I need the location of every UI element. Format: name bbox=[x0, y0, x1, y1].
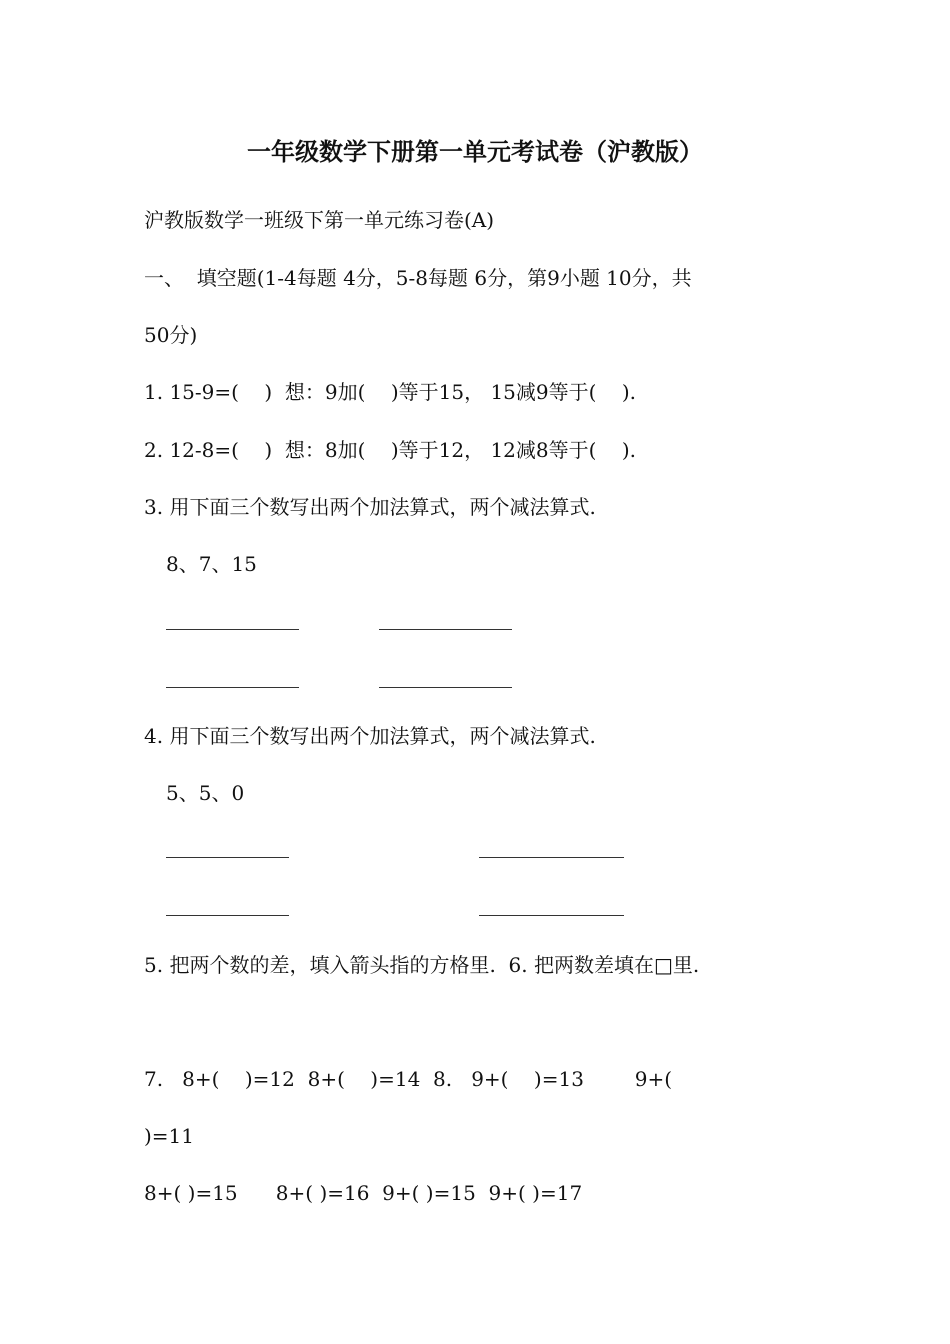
answer-line[interactable] bbox=[379, 687, 512, 688]
section-heading-line1: 一、 填空题(1-4每题 4分，5-8每题 6分，第9小题 10分，共 bbox=[144, 266, 692, 290]
answer-line[interactable] bbox=[379, 629, 512, 630]
document-title: 一年级数学下册第一单元考试卷（沪教版） bbox=[247, 137, 703, 166]
worksheet-subtitle: 沪教版数学一班级下第一单元练习卷(A) bbox=[144, 208, 495, 232]
question-1: 1. 15-9=( ) 想：9加( )等于15， 15减9等于( ). bbox=[144, 380, 637, 404]
question-4-numbers: 5、5、0 bbox=[166, 781, 245, 805]
answer-line[interactable] bbox=[166, 857, 289, 858]
answer-line[interactable] bbox=[479, 915, 624, 916]
question-5-6: 5. 把两个数的差，填入箭头指的方格里. 6. 把两数差填在□里. bbox=[144, 953, 700, 977]
question-7-8-line1: 7. 8+( )=12 8+( )=14 8. 9+( )=13 9+( bbox=[144, 1067, 673, 1091]
question-2: 2. 12-8=( ) 想：8加( )等于12， 12减8等于( ). bbox=[144, 438, 637, 462]
answer-line[interactable] bbox=[166, 629, 299, 630]
answer-line[interactable] bbox=[479, 857, 624, 858]
answer-line[interactable] bbox=[166, 915, 289, 916]
question-3-numbers: 8、7、15 bbox=[166, 552, 257, 576]
question-4-prompt: 4. 用下面三个数写出两个加法算式，两个减法算式. bbox=[144, 724, 596, 748]
question-3-prompt: 3. 用下面三个数写出两个加法算式，两个减法算式. bbox=[144, 495, 596, 519]
section-heading-line2: 50分) bbox=[144, 323, 198, 347]
answer-line[interactable] bbox=[166, 687, 299, 688]
question-7-8-line3: 8+( )=15 8+( )=16 9+( )=15 9+( )=17 bbox=[144, 1181, 583, 1205]
question-7-8-line2: )=11 bbox=[144, 1124, 195, 1148]
